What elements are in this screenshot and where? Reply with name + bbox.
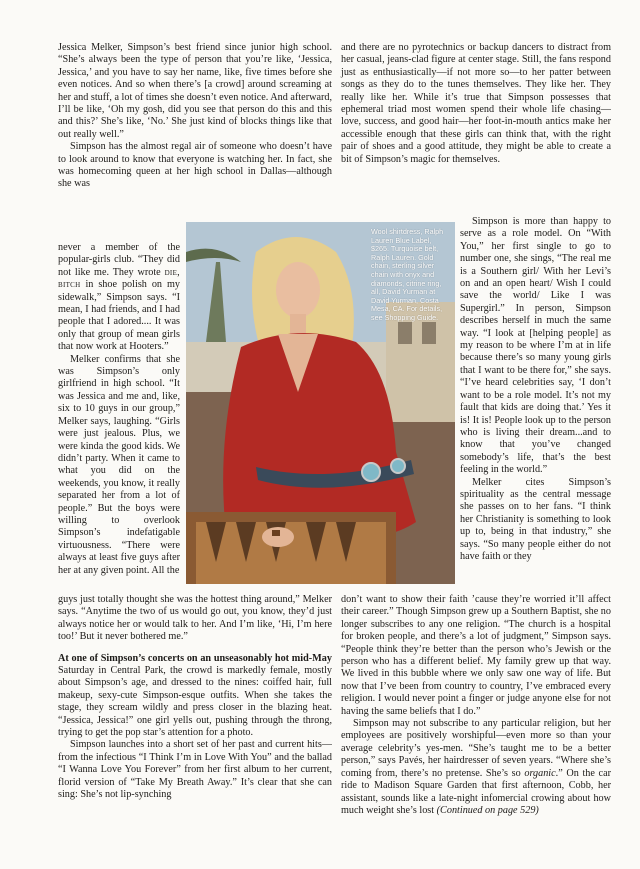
- right-column-bottom-text: [341, 594, 611, 817]
- paragraph: Simpson may not subscribe to any particular religion, but her employees are positively worshipful—even more so than your average celebrity’s yes-men. “She’s taught me to be a better person,” says Pavés, her hairdresser of seven years. “Where she’s coming from, there’s no pretense. She’s so organic.” On the car ride to Madison Square Garden that first afternoon, Cobb, her assistant, sounds like a late-night infomercial crowing about how much weight she’s lost (Continued on page 529): [341, 718, 611, 816]
- paragraph: never a member of the popular-girls club. “They did not like me. They wrote die, bitch in shoe polish on my sidewalk,” Simpson says. “I mean, I had friends, and I had people that I adored.... It was only that group of mean girls that now work at Hooters.”: [58, 242, 180, 353]
- right-column-wrap-text: [460, 216, 611, 563]
- paragraph: Jessica Melker, Simpson’s best friend since junior high school. “She’s always been the type of person that you’re like, ‘Jessica, Jessica,’ and you have to say her name, like, five times before she even notices. And so when there’s [a crowd] around screaming at her and stuff, a lot of times she doesn’t even notice. And afterward, I’ll be like, ‘Oh my gosh, did you see that person do this and this and this?’ She’s like, ‘No.’ She just kind of blocks things like that out really well.”: [58, 42, 332, 140]
- fashion-photo: [186, 222, 455, 584]
- paragraph: guys just totally thought she was the hottest thing around,” Melker says. “Anytime the two of us would go out, you know, they’d just always notice her or would talk to her. And I’m like, ‘Hi, I’m here too!’ But it never bothered me.”: [58, 594, 332, 643]
- paragraph: Melker cites Simpson’s spirituality as the central message she passes on to her fans. “I think her Christianity is something to look up to, being in that industry,” she says. “So many people either do not have faith or they: [460, 476, 611, 562]
- photo-caption: Wool shirtdress, Ralph Lauren Blue Label, $265. Turquoise belt, Ralph Lauren. Gold chain, sterling silver chain with onyx and diamonds, citrine ring, all, David Yurman at David Yurman, Costa Mesa, CA. For details, see Shopping Guide.: [371, 227, 444, 322]
- paragraph: don’t want to show their faith ’cause they’re worried it’ll affect their career.” Though Simpson grew up a Southern Baptist, she no longer subscribes to any one religion. “The church is a hospital for broken people, and there’s a lot of judgment,” Simpson says. “People think they’re better than the person who’s Jewish or the person who has a different belief. My family grew up that way. We lived in this bubble where we only saw one way of life. But now that I’ve been from country to country, I’ve embraced every religion. I would never point a finger or judge anyone else for not having the same beliefs that I do.”: [341, 594, 611, 717]
- paragraph: At one of Simpson’s concerts on an unseasonably hot mid-May Saturday in Central Park, the crowd is markedly female, mostly about Simpson’s age, and dressed to the nines: coiffed hair, full makeup, sexy-cute Simpson-esque outfits. When she takes the stage, they scream wildly and press closer in the blazing heat. “Jessica, Jessica!” one girl yells out, pushing through the throng, trying to get the pop star’s attention for a photo.: [58, 652, 332, 739]
- left-column-bottom-text: [58, 594, 332, 802]
- right-column-top-text: [341, 42, 611, 166]
- paragraph: Melker confirms that she was Simpson’s only girlfriend in high school. “It was Jessica and me and, like, six to 10 guys in our group,” Melker says, laughing. “Girls were just jealous. Plus, we were kinda the good kids. We didn’t party. When it came to what you did on the weekends, you know, it really separated her from a lot of people.” But the boys were willing to overlook Simpson’s indefatigable virtuousness. “There were always at least five guys after her at any given point. All the: [58, 353, 180, 576]
- paragraph: and there are no pyrotechnics or backup dancers to distract from her casual, jeans-clad figure at center stage. Still, the fans respond just as enthusiastically—if not more so—to her patter between songs as they do to the tunes themselves. They like her. They really like her. While it’s true that Simpson possesses that ephemeral triad most women spend their whole life chasing—love, success, and good hair—her foot-in-mouth antics make her accessible enough that these girls can think that, with the right pair of shoes and a good attitude, they might be able to create a bit of Simpson’s magic for themselves.: [341, 42, 611, 165]
- paragraph: Simpson launches into a short set of her past and current hits—from the infectious “I Think I’m in Love With You” and the ballad “I Wanna Love You Forever” from her first album to her current, florid version of “Take My Breath Away.” It’s clear that she can sing: She’s not lip-synching: [58, 739, 332, 801]
- left-column-top-text: [58, 42, 332, 191]
- paragraph: Simpson is more than happy to serve as a role model. On “With You,” her first single to go to number one, she sings, “The real me is a Southern girl/ With her Levi’s on and an open heart/ Wish I could save the world/ Like I was Supergirl.” In person, Simpson describes herself in much the same way. “I look at [helping people] as my reason to be where I’m at in life because there’s so many young girls that I want to be there for,” she says. “I’ve heard celebrities say, ‘I don’t want to be a role model. It’s not my fault that kids are doing that.’ Yes it is! It is! People look up to the person who is living their dream...and to know that you’ve changed somebody’s life, that’s the best feeling in the world.”: [460, 216, 611, 476]
- paragraph: Simpson has the almost regal air of someone who doesn’t have to look around to know that everyone is watching her. In fact, she was homecoming queen at her high school in Dallas—although she was: [58, 141, 332, 190]
- left-column-wrap-text: [58, 242, 180, 577]
